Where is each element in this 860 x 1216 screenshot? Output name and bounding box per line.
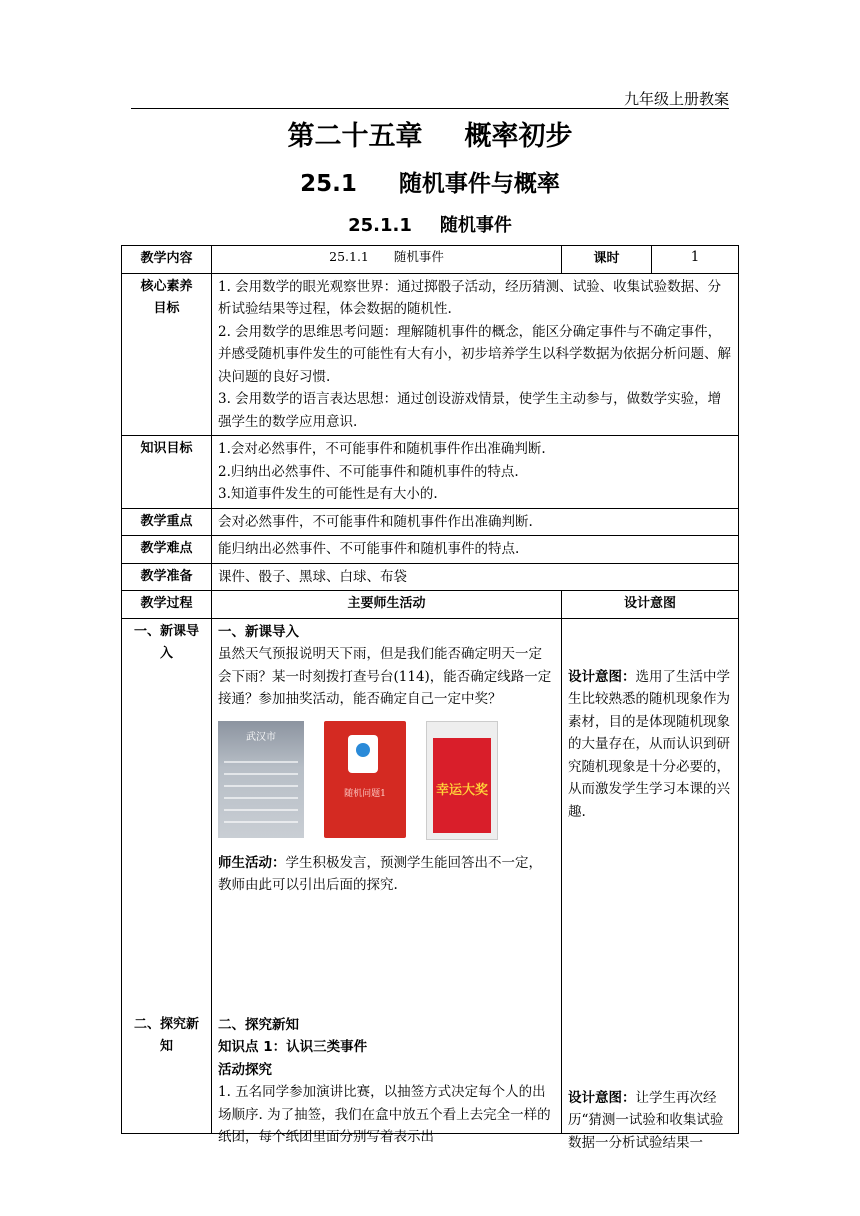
header-activities: 主要师生活动 [212,591,562,619]
design-label-2: 设计意图： [568,1089,636,1106]
row-process-header [122,591,739,619]
section-number: 25.1 [300,171,357,197]
explore-heading: 二、探究新知 [218,1016,299,1033]
label-difficult-points: 教学难点 [122,536,212,564]
design-label: 设计意图： [568,668,636,685]
lottery-box-image [426,721,498,840]
label-core-goals-line1: 核心素养 [140,278,193,294]
header-design-intent: 设计意图 [562,591,739,619]
activity-explore-title: 活动探究 [218,1061,272,1078]
chapter-name: 概率初步 [464,121,573,152]
intro-design-intent [568,666,732,824]
teaching-content-value: 25.1.1 随机事件 [212,246,562,274]
label-core-goals [122,273,212,436]
process-stages [122,618,212,1133]
label-teaching-content: 教学内容 [122,246,212,274]
section-name: 随机事件与概率 [398,171,560,197]
weather-forecast-image [218,721,304,838]
row-difficult-points [122,536,739,564]
explore-text: 1. 五名同学参加演讲比赛，以抽签方式决定每个人的出场顺序. 为了抽签，我们在盒中放五个看上去完全一样的纸团，每个纸团里面分别写着表示出 [218,1084,551,1145]
activity-label: 师生活动： [218,854,286,871]
knowledge-point-title: 知识点 1：认识三类事件 [218,1039,368,1055]
activity-text: 学生积极发言，预测学生能回答出不一定，教师由此可以引出后面的探究. [218,854,542,893]
subsection-number: 25.1.1 [348,215,412,236]
subsection-name: 随机事件 [439,215,512,236]
class-hours-value: 1 [652,246,739,274]
design-text-2: 让学生再次经历“猜测一试验和收集试验数据一分析试验结果一 [568,1089,724,1151]
knowledge-goal-item: 1.会对必然事件，不可能事件和随机事件作出准确判断. [218,441,546,457]
stage-label-explore: 二、探究新知 [133,1016,199,1054]
intro-heading: 一、新课导入 [218,623,299,640]
preparation-value: 课件、骰子、黑球、白球、布袋 [212,563,739,591]
header-course-label: 九年级上册教案 [623,90,729,108]
knowledge-goal-item: 2.归纳出必然事件、不可能事件和随机事件的特点. [218,463,519,480]
intro-text: 虽然天气预报说明天下雨，但是我们能否确定明天一定会下雨？某一时刻拨打查号台(114)，能否确定线路一定接通？参加抽奖活动，能否确定自己一定中奖？ [218,646,552,707]
row-key-points [122,508,739,536]
core-goal-item: 3. 会用数学的语言表达思想：通过创设游戏情景，使学生主动参与，做数学实验，增强学生的数学应用意识. [218,391,722,430]
label-preparation: 教学准备 [122,563,212,591]
row-process-body [122,618,739,1133]
weather-city-label: 武汉市 [246,731,276,743]
chapter-title [0,114,860,153]
header-process: 教学过程 [122,591,212,619]
explore-design-intent [568,1087,732,1155]
chapter-number: 第二十五章 [287,121,423,152]
phone-lottery-label: 随机问题1 [344,788,386,799]
phone-lottery-image [324,721,406,838]
core-goal-item: 1. 会用数学的眼光观察世界：通过掷骰子活动，经历猜测、试验、收集试验数据、分析试验结果等过程，体会数据的随机性. [218,278,722,317]
label-core-goals-line2: 目标 [153,301,180,316]
label-class-hours: 课时 [562,246,652,274]
label-key-points: 教学重点 [122,508,212,536]
row-teaching-content [122,246,739,274]
row-preparation [122,563,739,591]
activities-content [212,618,562,1145]
section-title [0,165,860,198]
row-knowledge-goals [122,436,739,509]
knowledge-goals-content [212,436,739,509]
key-points-value: 会对必然事件，不可能事件和随机事件作出准确判断. [212,508,739,536]
row-core-goals [122,273,739,436]
intro-images [218,721,555,840]
header-rule [131,108,729,109]
design-intent-content [562,618,739,1151]
design-text: 选用了生活中学生比较熟悉的随机现象作为素材，目的是体现随机现象的大量存在，从而认识到研究随机现象是十分必要的，从而激发学生学习本课的兴趣. [568,668,731,820]
difficult-points-value: 能归纳出必然事件、不可能事件和随机事件的特点. [212,536,739,564]
knowledge-goal-item: 3.知道事件发生的可能性是有大小的. [218,486,438,502]
subsection-title [0,211,860,237]
stage-label-intro: 一、新课导入 [133,623,199,661]
intro-activity [218,852,555,897]
lesson-plan-table [121,245,739,1151]
explore-block [218,1014,555,1149]
label-knowledge-goals: 知识目标 [122,436,212,509]
core-goals-content [212,273,739,436]
core-goal-item: 2. 会用数学的思维思考问题：理解随机事件的概念，能区分确定事件与不确定事件，并感受随机事件发生的可能性有大有小，初步培养学生以科学数据为依据分析问题、解决问题的良好习惯. [218,323,731,385]
lottery-box-label: 幸运大奖 [435,782,488,798]
